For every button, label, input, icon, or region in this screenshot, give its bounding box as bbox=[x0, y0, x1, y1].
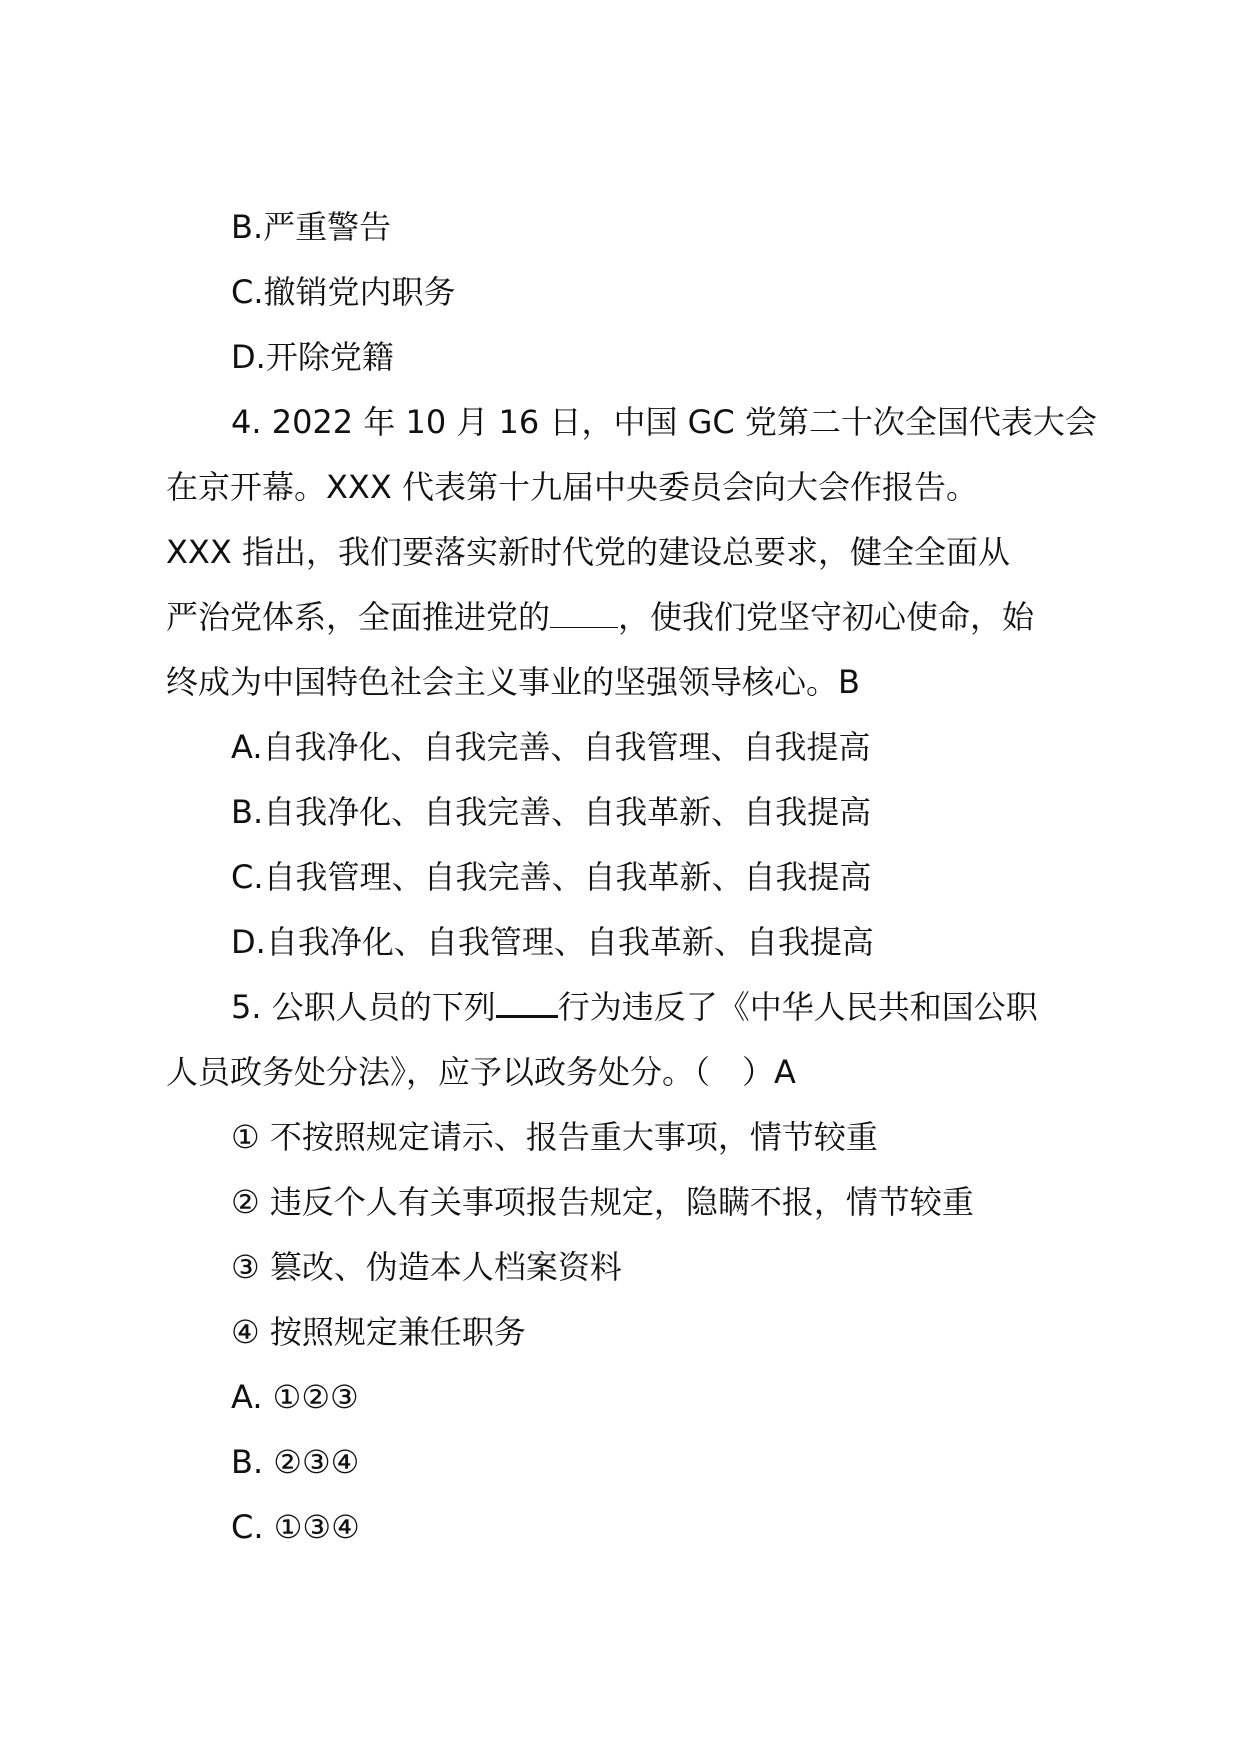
q5-item-3: ③ 篡改、伪造本人档案资料 bbox=[231, 1248, 622, 1286]
q5-option-a: A. ①②③ bbox=[231, 1378, 359, 1416]
q4-answer-blank bbox=[550, 597, 618, 628]
q5-line-1-before-blank: 5. 公职人员的下列 bbox=[231, 988, 496, 1026]
q5-item-4: ④ 按照规定兼任职务 bbox=[231, 1313, 526, 1351]
q3-option-d: D.开除党籍 bbox=[231, 338, 394, 376]
q5-answer-blank bbox=[496, 985, 558, 1018]
q5-text-line-1 bbox=[166, 975, 1086, 1040]
q4-option-a: A.自我净化、自我完善、自我管理、自我提高 bbox=[231, 728, 871, 766]
q4-line-4-before-blank: 严治党体系，全面推进党的 bbox=[166, 598, 551, 636]
q4-text-line-4 bbox=[166, 585, 1086, 650]
q5-option-b: B. ②③④ bbox=[231, 1443, 360, 1481]
q4-option-c: C.自我管理、自我完善、自我革新、自我提高 bbox=[231, 858, 872, 896]
q4-text-line-5: 终成为中国特色社会主义事业的坚强领导核心。B bbox=[166, 663, 860, 701]
q4-option-b: B.自我净化、自我完善、自我革新、自我提高 bbox=[231, 793, 872, 831]
q4-text-line-2: 在京开幕。XXX 代表第十九届中央委员会向大会作报告。 bbox=[166, 468, 978, 506]
q5-item-2: ② 违反个人有关事项报告规定，隐瞒不报，情节较重 bbox=[231, 1183, 974, 1221]
q4-text-line-1: 4. 2022 年 10 月 16 日，中国 GC 党第二十次全国代表大会 bbox=[231, 403, 1097, 441]
q5-item-1: ① 不按照规定请示、报告重大事项，情节较重 bbox=[231, 1118, 878, 1156]
q4-text-line-3: XXX 指出，我们要落实新时代党的建设总要求，健全全面从 bbox=[166, 533, 1010, 571]
q3-option-b: B.严重警告 bbox=[231, 208, 392, 246]
q3-option-c: C.撤销党内职务 bbox=[231, 273, 456, 311]
q5-line-1-after-blank: 行为违反了《中华人民共和国公职 bbox=[557, 988, 1038, 1026]
q5-text-line-2: 人员政务处分法》，应予以政务处分。（ ）A bbox=[166, 1053, 796, 1091]
q4-option-d: D.自我净化、自我管理、自我革新、自我提高 bbox=[231, 923, 874, 961]
document-body bbox=[166, 195, 1097, 1560]
q4-line-4-after-blank: ，使我们党坚守初心使命，始 bbox=[618, 598, 1035, 636]
q5-option-c: C. ①③④ bbox=[231, 1508, 360, 1546]
